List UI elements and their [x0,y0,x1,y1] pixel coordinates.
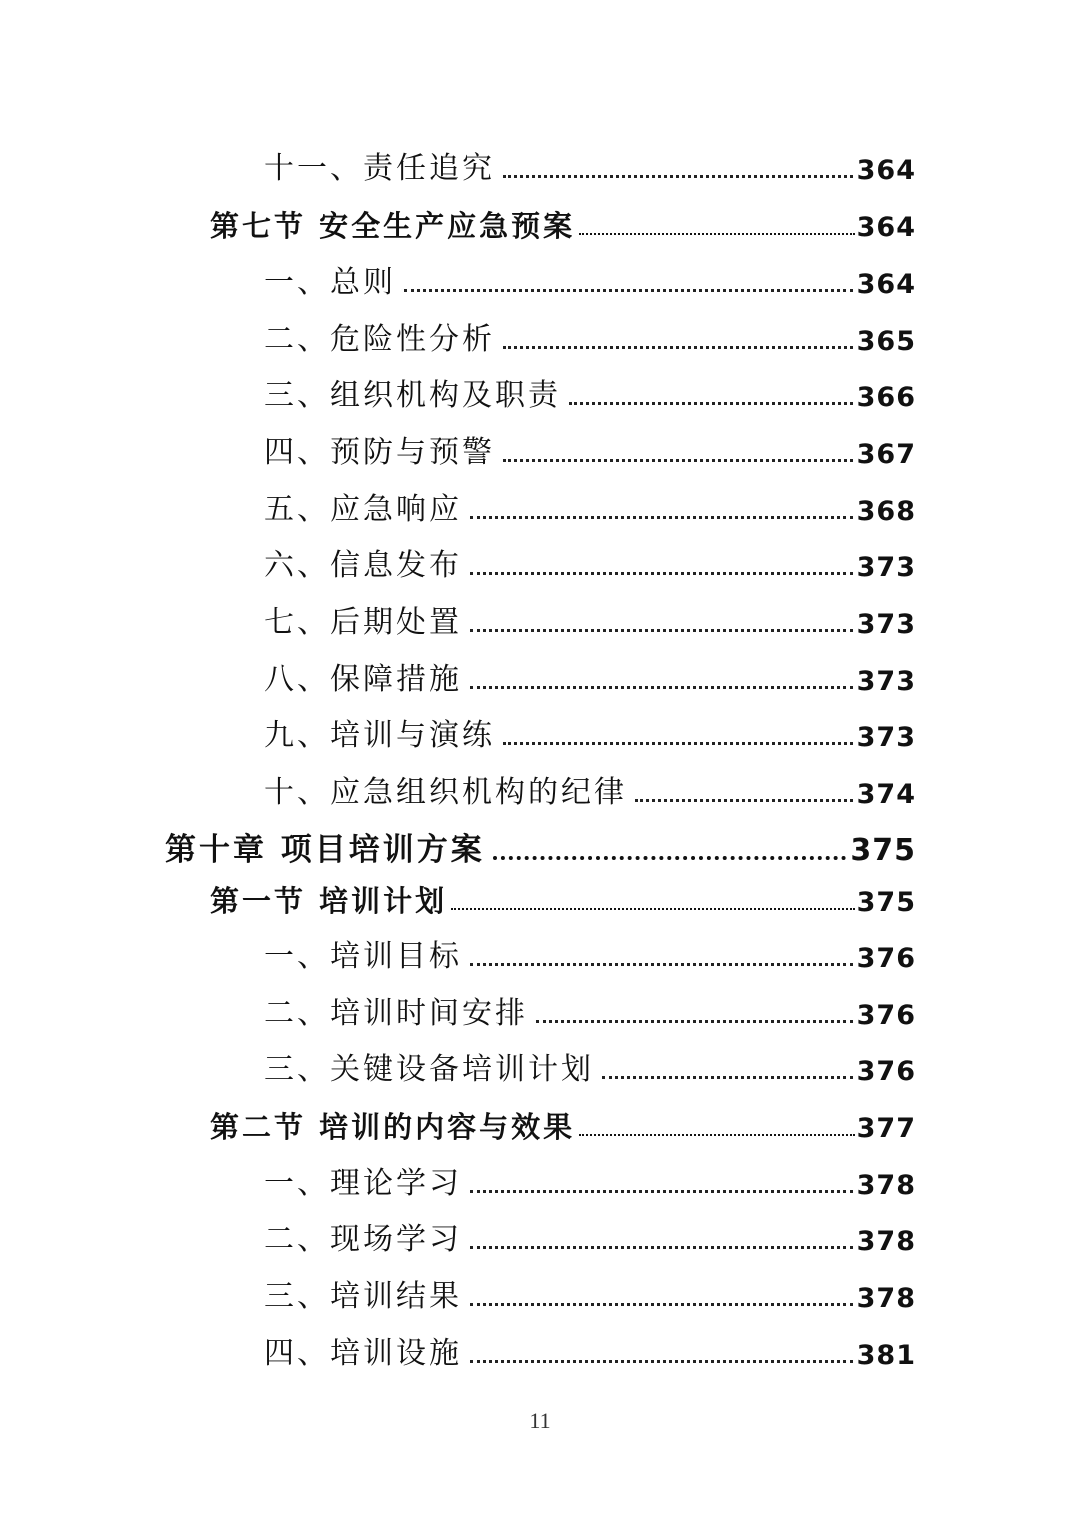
toc-entry-page: 376 [856,1000,916,1031]
toc-entry-title: 一、总则 [264,265,396,300]
dot-leader [503,346,853,349]
toc-entry-page: 378 [856,1170,916,1201]
dot-leader [470,1303,853,1306]
toc-entry[interactable] [0,481,1080,525]
dot-leader [503,459,853,462]
toc-entry-title: 一、理论学习 [264,1166,462,1201]
toc-entry-page: 378 [856,1226,916,1257]
toc-entry[interactable] [0,764,1080,808]
toc-entry-page: 373 [856,552,916,583]
toc-entry-page: 374 [856,779,916,810]
toc-entry-page: 375 [856,887,916,918]
dot-leader [470,686,853,689]
toc-entry-page: 373 [856,609,916,640]
toc-entry[interactable] [0,254,1080,298]
toc-entry-title: 第十章 项目培训方案 [165,832,485,868]
toc-entry-title: 第二节 培训的内容与效果 [210,1110,576,1144]
toc-entry-page: 375 [850,833,916,868]
dot-leader [602,1076,853,1079]
toc-entry-title: 三、培训结果 [264,1279,462,1314]
dot-leader [470,1190,853,1193]
dot-leader [470,963,853,966]
toc-entry-title: 第七节 安全生产应急预案 [210,209,576,243]
toc-entry[interactable] [0,1155,1080,1199]
toc-entry-title: 三、关键设备培训计划 [264,1052,594,1087]
toc-entry-section[interactable] [0,1098,1080,1142]
dot-leader [579,1134,855,1136]
toc-entry[interactable] [0,594,1080,638]
dot-leader [470,572,853,575]
dot-leader [470,629,853,632]
dot-leader [470,516,853,519]
toc-entry-section[interactable] [0,872,1080,916]
toc-entry-chapter[interactable] [0,822,1080,866]
toc-entry-page: 378 [856,1283,916,1314]
toc-entry-title: 九、培训与演练 [264,718,495,753]
toc-entry-section[interactable] [0,197,1080,241]
dot-leader [579,233,855,235]
toc-entry[interactable] [0,1041,1080,1085]
toc-entry-title: 三、组织机构及职责 [264,378,561,413]
dot-leader [404,289,853,292]
toc-entry-page: 367 [856,439,916,470]
toc-entry[interactable] [0,311,1080,355]
dot-leader [493,856,847,860]
toc-entry-title: 四、预防与预警 [264,435,495,470]
toc-entry[interactable] [0,651,1080,695]
toc-entry[interactable] [0,928,1080,972]
toc-entry-title: 四、培训设施 [264,1336,462,1371]
toc-entry-page: 364 [856,269,916,300]
toc-entry[interactable] [0,707,1080,751]
toc-entry-title: 八、保障措施 [264,662,462,697]
toc-entry-title: 第一节 培训计划 [210,884,448,918]
toc-entry-title: 六、信息发布 [264,548,462,583]
toc-entry-page: 366 [856,382,916,413]
toc-entry-page: 376 [856,1056,916,1087]
toc-entry-page: 365 [856,326,916,357]
dot-leader [503,175,853,178]
toc-entry[interactable] [0,1268,1080,1312]
toc-entry-page: 376 [856,943,916,974]
toc-entry[interactable] [0,985,1080,1029]
dot-leader [569,402,853,405]
toc-entry-title: 十、应急组织机构的纪律 [264,775,627,810]
dot-leader [536,1020,853,1023]
toc-entry-page: 377 [856,1113,916,1144]
toc-entry[interactable] [0,1211,1080,1255]
toc-entry[interactable] [0,424,1080,468]
toc-entry-title: 二、培训时间安排 [264,996,528,1031]
dot-leader [470,1360,853,1363]
toc-entry-title: 十一、责任追究 [264,151,495,186]
toc-entry[interactable] [0,1325,1080,1369]
toc-entry-page: 381 [856,1340,916,1371]
toc-entry-page: 364 [856,212,916,243]
toc-entry-title: 二、现场学习 [264,1222,462,1257]
page-number: 11 [529,1408,551,1433]
toc-entry-page: 364 [856,155,916,186]
toc-entry[interactable] [0,537,1080,581]
toc-entry-title: 七、后期处置 [264,605,462,640]
toc-entry-page: 373 [856,722,916,753]
toc-entry-title: 五、应急响应 [264,492,462,527]
dot-leader [503,742,853,745]
toc-entry-page: 373 [856,666,916,697]
dot-leader [451,908,855,910]
toc-entry[interactable] [0,140,1080,184]
toc-entry-title: 二、危险性分析 [264,322,495,357]
dot-leader [470,1246,853,1249]
dot-leader [635,799,853,802]
toc-entry-title: 一、培训目标 [264,939,462,974]
toc-entry[interactable] [0,367,1080,411]
toc-entry-page: 368 [856,496,916,527]
